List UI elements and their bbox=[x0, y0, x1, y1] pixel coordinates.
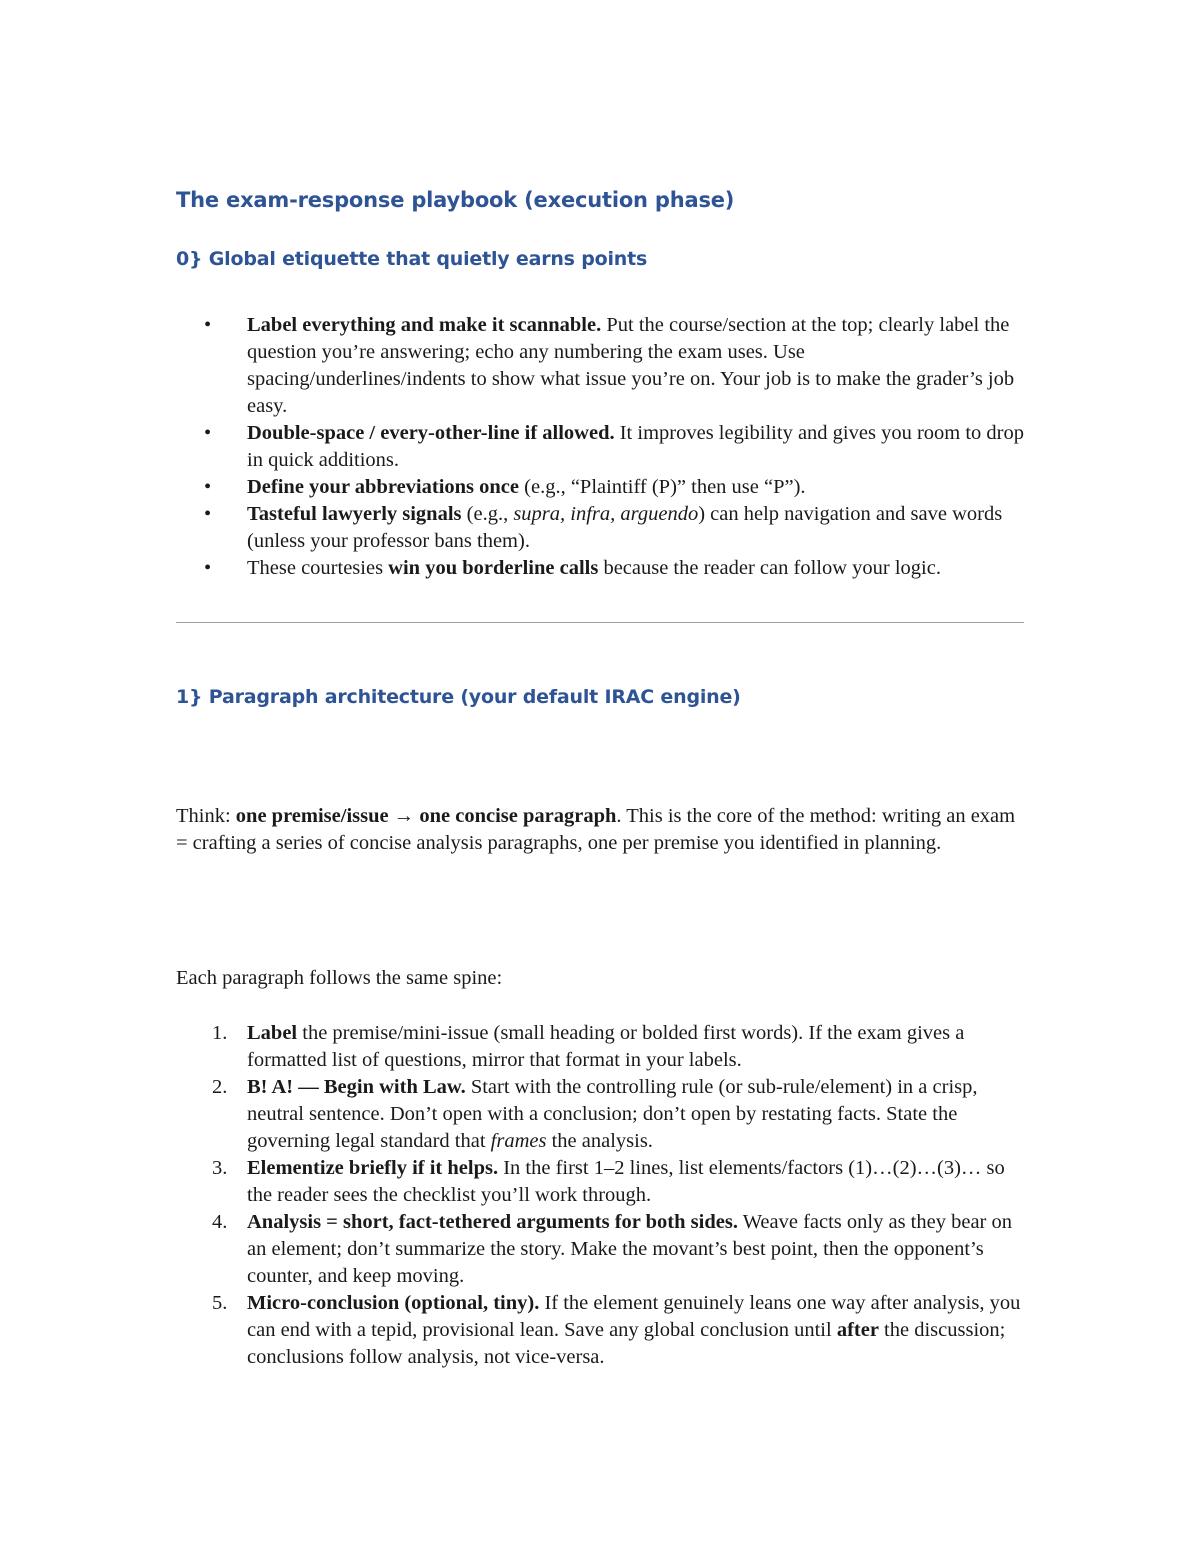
bullet-text: Put the course/section at the top; clearly label the question you’re answering; echo any numbering the exam uses. Use spacing/underlines/indents to show what issue you’re on. Your job is to make the grader’s job easy. bbox=[247, 314, 1015, 417]
section-divider bbox=[176, 622, 1024, 623]
step-text: the analysis. bbox=[546, 1130, 653, 1152]
step-number: 5. bbox=[212, 1292, 228, 1314]
list-item bbox=[176, 1290, 1026, 1371]
step-text: Start with the controlling rule (or sub-rule/element) in a crisp, neutral sentence. Don’t open with a conclusion; don’t open by restating facts. State the governing legal standard that bbox=[247, 1076, 978, 1152]
think-paragraph bbox=[176, 803, 1026, 857]
step-bold-lead: Analysis = short, fact-tethered arguments for both sides. bbox=[247, 1211, 738, 1233]
bullet-bold-lead: Tasteful lawyerly signals bbox=[247, 503, 462, 525]
bullet-icon: • bbox=[204, 476, 212, 498]
bullet-bold: win you borderline calls bbox=[388, 557, 599, 579]
bullet-text: These courtesies bbox=[247, 557, 389, 579]
step-bold-lead: Micro-conclusion (optional, tiny). bbox=[247, 1292, 540, 1314]
bullet-italic: supra, infra, arguendo bbox=[513, 503, 699, 525]
bullet-text: It improves legibility and gives you room to drop in quick additions. bbox=[247, 422, 1024, 471]
step-number: 4. bbox=[212, 1211, 228, 1233]
step-text: In the first 1–2 lines, list elements/factors (1)…(2)…(3)… so the reader sees the checklist you’ll work through. bbox=[247, 1157, 1005, 1206]
bullet-icon: • bbox=[204, 557, 212, 579]
spine-intro-paragraph: Each paragraph follows the same spine: bbox=[176, 967, 503, 989]
list-item bbox=[176, 1209, 1026, 1290]
bullet-text: ) can help navigation and save words (unless your professor bans them). bbox=[247, 503, 1003, 552]
step-number: 3. bbox=[212, 1157, 228, 1179]
bullet-icon: • bbox=[204, 503, 212, 525]
bullet-bold-lead: Define your abbreviations once bbox=[247, 476, 520, 498]
spine-numbered-list bbox=[176, 1020, 1026, 1371]
step-text: the discussion; conclusions follow analysis, not vice-versa. bbox=[247, 1319, 1006, 1368]
bullet-text: (e.g., “Plaintiff (P)” then use “P”). bbox=[519, 476, 806, 498]
bullet-icon: • bbox=[204, 314, 212, 336]
list-item bbox=[176, 555, 1026, 582]
section-heading-paragraph-architecture: 1} Paragraph architecture (your default IRAC engine) bbox=[176, 686, 741, 708]
etiquette-bullet-list bbox=[176, 312, 1026, 582]
think-text: . This is the core of the method: writing an exam = crafting a series of concise analysis paragraphs, one per premise you identified in planning. bbox=[176, 805, 1016, 854]
step-text: If the element genuinely leans one way after analysis, you can end with a tepid, provisional lean. Save any global conclusion until bbox=[247, 1292, 1021, 1341]
step-bold-lead: B! A! — Begin with Law. bbox=[247, 1076, 466, 1098]
step-bold-lead: Elementize briefly if it helps. bbox=[247, 1157, 499, 1179]
bullet-bold-lead: Double-space / every-other-line if allowed. bbox=[247, 422, 615, 444]
bullet-bold-lead: Label everything and make it scannable. bbox=[247, 314, 602, 336]
section-heading-global-etiquette: 0} Global etiquette that quietly earns points bbox=[176, 248, 648, 270]
list-item bbox=[176, 1020, 1026, 1074]
step-italic: frames bbox=[490, 1130, 547, 1152]
step-bold-lead: Label bbox=[247, 1022, 298, 1044]
step-number: 1. bbox=[212, 1022, 228, 1044]
step-bold: after bbox=[836, 1319, 879, 1341]
bullet-text: because the reader can follow your logic. bbox=[598, 557, 941, 579]
think-bold: one premise/issue → one concise paragraph bbox=[235, 805, 617, 827]
list-item bbox=[176, 312, 1026, 420]
step-text: Weave facts only as they bear on an element; don’t summarize the story. Make the movant’s best point, then the opponent’s counter, and keep moving. bbox=[247, 1211, 1013, 1287]
bullet-icon: • bbox=[204, 422, 212, 444]
page-title: The exam-response playbook (execution phase) bbox=[176, 188, 735, 212]
list-item bbox=[176, 1155, 1026, 1209]
list-item bbox=[176, 1074, 1026, 1155]
list-item bbox=[176, 420, 1026, 474]
step-text: the premise/mini-issue (small heading or bolded first words). If the exam gives a formatted list of questions, mirror that format in your labels. bbox=[247, 1022, 965, 1071]
list-item bbox=[176, 474, 1026, 501]
think-prefix: Think: bbox=[176, 805, 236, 827]
list-item bbox=[176, 501, 1026, 555]
step-number: 2. bbox=[212, 1076, 228, 1098]
bullet-text: (e.g., bbox=[461, 503, 514, 525]
